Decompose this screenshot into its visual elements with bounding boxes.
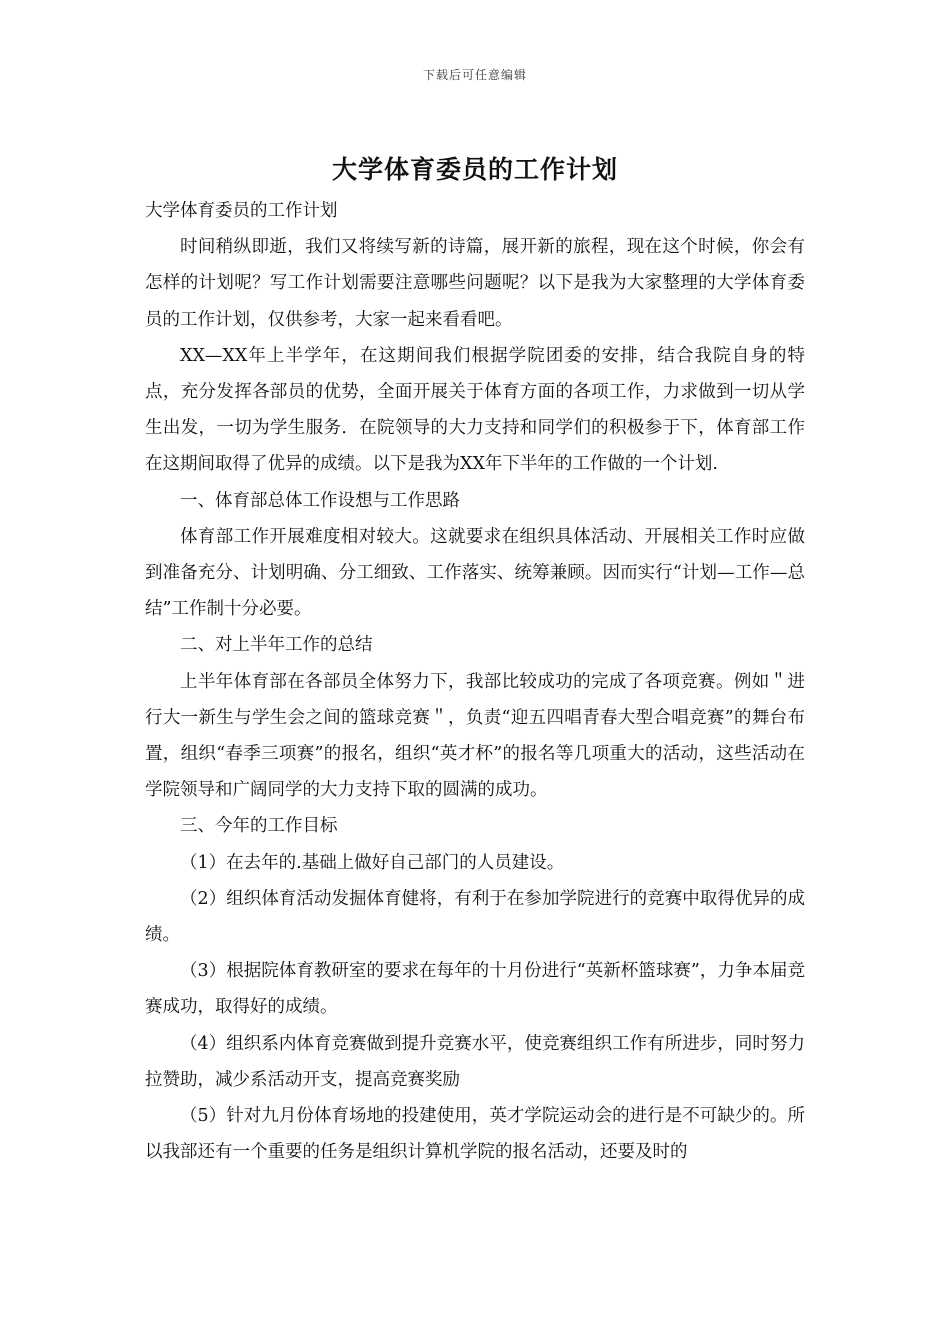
goal-item-3: （3）根据院体育教研室的要求在每年的十月份进行“英新杯篮球赛”，力争本届竞赛成功，取得好的成绩。	[145, 961, 805, 1018]
header-note: 下载后可任意编辑	[422, 68, 527, 82]
goal-item-5: （5）针对九月份体育场地的投建使用，英才学院运动会的进行是不可缺少的。所以我部还有一个重要的任务是组织计算机学院的报名活动，还要及时的	[145, 1106, 805, 1163]
background-paragraph: XX—XX年上半学年，在这期间我们根据学院团委的安排，结合我院自身的特点，充分发挥各部员的优势，全面开展关于体育方面的各项工作，力求做到一切从学生出发，一切为学生服务．在院领导的大力支持和同学们的积极参于下，体育部工作在这期间取得了优异的成绩。以下是我为XX年下半年的工作做的一个计划.	[145, 345, 805, 475]
section-2-paragraph: 上半年体育部在各部员全体努力下，我部比较成功的完成了各项竞赛。例如＂进行大一新生与学生会之间的篮球竞赛＂，负责“迎五四唱青春大型合唱竞赛”的舞台布置，组织“春季三项赛”的报名，组织“英才杯”的报名等几项重大的活动，这些活动在学院领导和广阔同学的大力支持下取的圆满的成功。	[145, 671, 805, 801]
section-heading-1: 一、体育部总体工作设想与工作思路	[180, 490, 460, 511]
document-body	[145, 193, 805, 1170]
section-heading-2: 二、对上半年工作的总结	[180, 635, 373, 656]
document-title: 大学体育委员的工作计划	[331, 155, 618, 184]
goal-item-2: （2）组织体育活动发掘体育健将，有利于在参加学院进行的竞赛中取得优异的成绩。	[145, 888, 805, 946]
section-heading-3: 三、今年的工作目标	[180, 816, 338, 837]
goal-item-1: （1）在去年的.基础上做好自己部门的人员建设。	[180, 852, 565, 873]
section-1-paragraph: 体育部工作开展难度相对较大。这就要求在组织具体活动、开展相关工作时应做到准备充分、计划明确、分工细致、工作落实、统筹兼顾。因而实行“计划—工作—总结”工作制十分必要。	[145, 526, 805, 620]
intro-paragraph: 时间稍纵即逝，我们又将续写新的诗篇，展开新的旅程，现在这个时候，你会有怎样的计划呢？写工作计划需要注意哪些问题呢？以下是我为大家整理的大学体育委员的工作计划，仅供参考，大家一起来看看吧。	[145, 237, 805, 330]
subtitle-paragraph: 大学体育委员的工作计划	[145, 201, 338, 221]
goal-item-4: （4）组织系内体育竞赛做到提升竞赛水平，使竞赛组织工作有所进步，同时努力拉赞助，减少系活动开支，提高竞赛奖励	[145, 1033, 805, 1090]
